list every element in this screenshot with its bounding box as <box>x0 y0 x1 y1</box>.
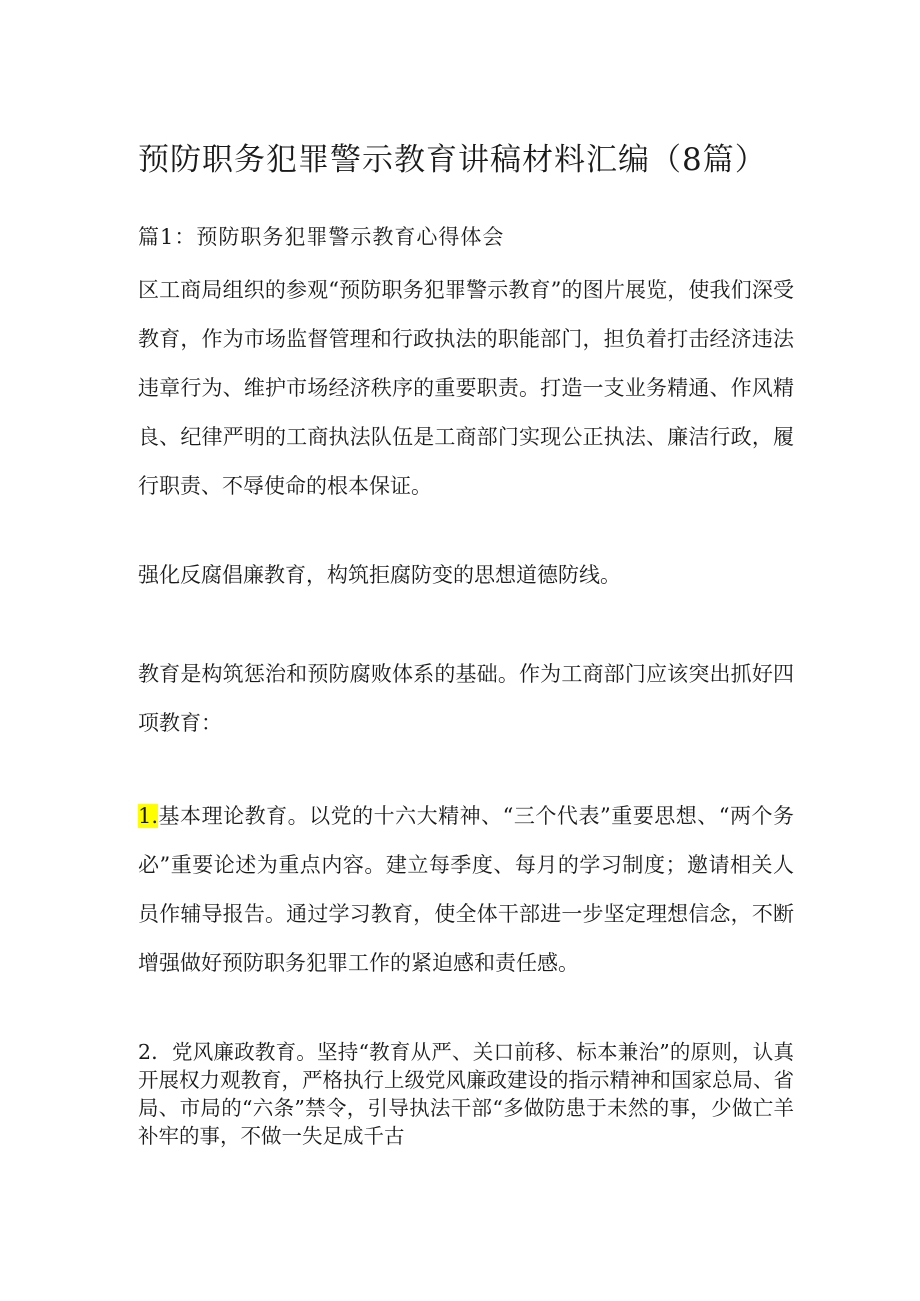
paragraph-item-1-text: 基本理论教育。以党的十六大精神、“三个代表”重要思想、“两个务必”重要论述为重点内容。建立每季度、每月的学习制度；邀请相关人员作辅导报告。通过学习教育，使全体干部进一步坚定理想信念，不断增强做好预防职务犯罪工作的紧迫感和责任感。 <box>138 804 794 975</box>
paragraph-anticorruption: 强化反腐倡廉教育，构筑拒腐防变的思想道德防线。 <box>138 563 621 587</box>
paragraph-item-1 <box>138 792 794 988</box>
paragraph-intro: 区工商局组织的参观“预防职务犯罪警示教育”的图片展览，使我们深受教育，作为市场监督管理和行政执法的职能部门，担负着打击经济违法违章行为、维护市场经济秩序的重要职责。打造一支业务精通、作风精良、纪律严明的工商执法队伍是工商部门实现公正执法、廉洁行政，履行职责、不辱使命的根本保证。 <box>138 278 794 498</box>
document-title: 预防职务犯罪警示教育讲稿材料汇编（8篇） <box>138 142 767 178</box>
section-heading: 篇1：预防职务犯罪警示教育心得体会 <box>138 225 505 249</box>
highlighted-number: 1. <box>138 804 159 828</box>
paragraph-item-2: 2．党风廉政教育。坚持“教育从严、关口前移、标本兼治”的原则，认真开展权力观教育，严格执行上级党风廉政建设的指示精神和国家总局、省局、市局的“六条”禁令，引导执法干部“多做防患于未然的事，少做亡羊补牢的事，不做一失足成千古 <box>138 1040 794 1148</box>
paragraph-education: 教育是构筑惩治和预防腐败体系的基础。作为工商部门应该突出抓好四项教育： <box>138 662 794 735</box>
